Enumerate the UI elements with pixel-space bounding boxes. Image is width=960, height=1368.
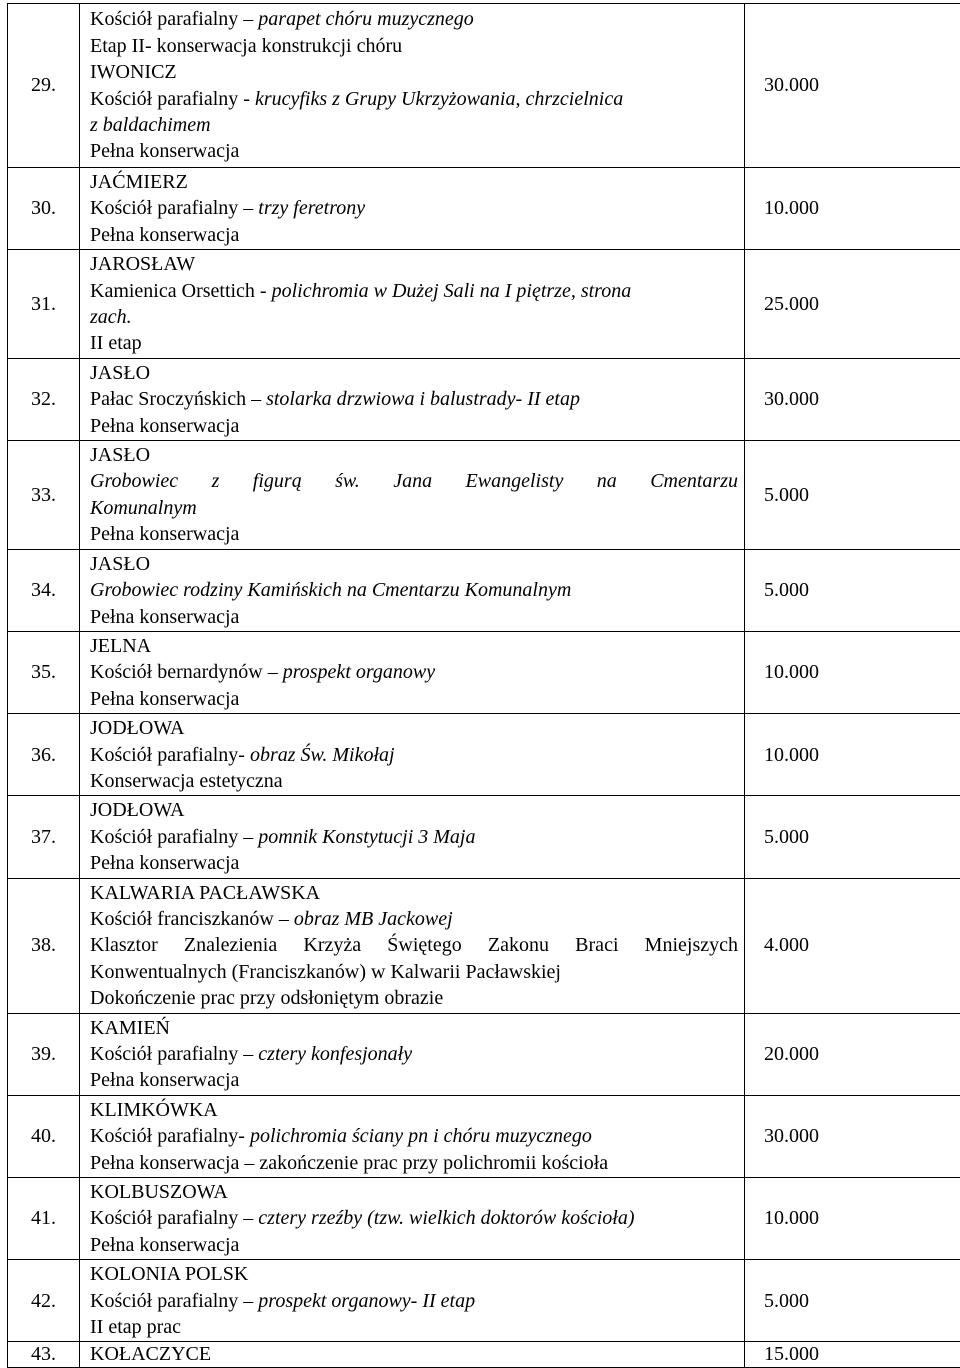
object-name: Pełna konserwacja [90,688,239,710]
object-name: Konwentualnych (Franciszkanów) w Kalwarii Pacławskiej [90,961,561,983]
description-line [90,742,738,768]
item-description [80,1342,745,1368]
description-line [90,797,738,823]
grants-table-body [8,4,960,1368]
object-name: Kościół franciszkanów [90,908,274,930]
item-number: 31. [8,250,80,359]
object-name: II etap prac [90,1316,181,1338]
work-scope: pomnik Konstytucji 3 Maja [258,826,475,848]
object-name: JELNA [90,635,151,657]
grant-amount: 5.000 [745,441,960,550]
item-number: 39. [8,1013,80,1095]
dash-separator: – [246,388,266,410]
object-name: Kościół parafialny [90,197,238,219]
grant-amount: 5.000 [745,796,960,878]
description-line [90,1343,738,1366]
work-scope: krucyfiks z Grupy Ukrzyżowania, chrzcielnica [255,88,623,110]
item-description [80,168,745,250]
description-line [90,330,738,356]
description-line [90,686,738,712]
description-line [90,304,738,330]
description-line [90,138,738,164]
description-line [90,551,738,577]
item-description [80,549,745,631]
object-name: Kościół bernardynów [90,661,263,683]
description-line [90,1097,738,1123]
description-line [90,715,738,741]
work-scope: obraz Św. Mikołaj [250,744,395,766]
work-scope: polichromia w Dużej Sali na I piętrze, strona [272,280,632,302]
description-line [90,985,738,1011]
description-line [90,577,738,603]
item-description [80,1095,745,1177]
table-row [8,4,960,168]
grant-amount: 5.000 [745,1260,960,1342]
description-line [90,6,738,32]
description-line [90,195,738,221]
grant-amount: 10.000 [745,1178,960,1260]
object-name: JODŁOWA [90,717,184,739]
grant-amount: 10.000 [745,714,960,796]
description-line [90,1041,738,1067]
item-number: 43. [8,1342,80,1368]
item-number: 41. [8,1178,80,1260]
object-name: KAMIEŃ [90,1017,170,1039]
object-name: Pełna konserwacja [90,1069,239,1091]
description-line [90,1015,738,1041]
dash-separator: – [238,8,258,30]
description-line [90,633,738,659]
table-row [8,1342,960,1368]
item-description [80,1178,745,1260]
description-line [90,880,738,906]
work-scope: cztery rzeźby (tzw. wielkich doktorów kościoła) [258,1207,634,1229]
work-scope: stolarka drzwiowa i balustrady- II etap [266,388,580,410]
object-name: Klasztor Znalezienia Krzyża Świętego Zakonu Braci Mniejszych [90,934,738,956]
table-row [8,796,960,878]
table-row [8,1013,960,1095]
dash-separator: – [238,1207,258,1229]
item-number: 35. [8,631,80,713]
table-row [8,1178,960,1260]
item-number: 36. [8,714,80,796]
grant-amount: 30.000 [745,358,960,440]
description-line [90,86,738,112]
object-name: Dokończenie prac przy odsłoniętym obrazie [90,987,443,1009]
object-name: II etap [90,332,142,354]
object-name: JASŁO [90,553,150,575]
object-name: KALWARIA PACŁAWSKA [90,882,320,904]
table-row [8,441,960,550]
description-line [90,169,738,195]
grant-amount: 30.000 [745,1095,960,1177]
object-name: KOLONIA POLSK [90,1263,248,1285]
dash-separator: – [238,826,258,848]
description-line [90,604,738,630]
item-number: 34. [8,549,80,631]
object-name: Etap II- konserwacja konstrukcji chóru [90,35,402,57]
item-description [80,878,745,1013]
work-scope: Grobowiec rodziny Kamińskich na Cmentarzu Komunalnym [90,579,571,601]
item-number: 37. [8,796,80,878]
description-line [90,468,738,494]
object-name: Pałac Sroczyńskich [90,388,246,410]
item-description [80,358,745,440]
item-description [80,1260,745,1342]
object-name: Kościół parafialny- [90,744,250,766]
description-line [90,360,738,386]
description-line [90,1261,738,1287]
description-line [90,906,738,932]
object-name: Pełna konserwacja – zakończenie prac przy polichromii kościoła [90,1152,608,1174]
description-line [90,1205,738,1231]
table-row [8,250,960,359]
item-number: 32. [8,358,80,440]
grant-amount: 20.000 [745,1013,960,1095]
description-line [90,222,738,248]
description-line [90,659,738,685]
object-name: Kościół parafialny [90,826,238,848]
table-row [8,878,960,1013]
work-scope: polichromia ściany pn i chóru muzycznego [250,1125,592,1147]
description-line [90,251,738,277]
description-line [90,278,738,304]
item-description [80,631,745,713]
item-number: 30. [8,168,80,250]
item-description [80,1013,745,1095]
object-name: Konserwacja estetyczna [90,770,283,792]
object-name: Kościół parafialny [90,1290,238,1312]
description-line [90,768,738,794]
description-line [90,932,738,958]
table-row [8,714,960,796]
table-row [8,358,960,440]
object-name: Pełna konserwacja [90,852,239,874]
work-scope: cztery konfesjonały [258,1043,412,1065]
object-name: KLIMKÓWKA [90,1099,218,1121]
object-name: JASŁO [90,444,150,466]
grant-amount: 5.000 [745,549,960,631]
description-line [90,850,738,876]
description-line [90,1288,738,1314]
dash-separator: – [274,908,294,930]
item-number: 33. [8,441,80,550]
item-description [80,4,745,168]
object-name: Kościół parafialny [90,1043,238,1065]
item-number: 42. [8,1260,80,1342]
work-scope: prospekt organowy- II etap [258,1290,475,1312]
description-line [90,33,738,59]
dash-separator: – [238,1043,258,1065]
work-scope: z baldachimem [90,114,211,136]
object-name: JODŁOWA [90,799,184,821]
grants-table [7,3,960,1368]
description-line [90,521,738,547]
grant-amount: 10.000 [745,631,960,713]
object-name: KOŁACZYCE [90,1343,211,1365]
grant-amount: 15.000 [745,1342,960,1368]
description-line [90,1123,738,1149]
description-line [90,59,738,85]
description-line [90,959,738,985]
table-row [8,549,960,631]
object-name: Pełna konserwacja [90,224,239,246]
item-description [80,250,745,359]
object-name: Kamienica Orsettich - [90,280,272,302]
object-name: IWONICZ [90,61,177,83]
description-line [90,1067,738,1093]
work-scope: Grobowiec z figurą św. Jana Ewangelisty na Cmentarzu [90,470,738,492]
object-name: Kościół parafialny- [90,1125,250,1147]
work-scope: obraz MB Jackowej [294,908,453,930]
item-description [80,441,745,550]
work-scope: trzy feretrony [258,197,365,219]
object-name: JAROSŁAW [90,253,195,275]
object-name: Pełna konserwacja [90,1234,239,1256]
description-line [90,495,738,521]
item-description [80,796,745,878]
description-line [90,824,738,850]
item-description [80,714,745,796]
grant-amount: 25.000 [745,250,960,359]
grant-amount: 4.000 [745,878,960,1013]
description-line [90,112,738,138]
work-scope: prospekt organowy [283,661,435,683]
dash-separator: – [238,1290,258,1312]
description-line [90,1232,738,1258]
grant-amount: 10.000 [745,168,960,250]
work-scope: zach. [90,306,132,328]
table-row [8,1095,960,1177]
table-row [8,631,960,713]
dash-separator: – [238,197,258,219]
object-name: Pełna konserwacja [90,140,239,162]
object-name: JAĆMIERZ [90,171,188,193]
object-name: KOLBUSZOWA [90,1181,228,1203]
dash-separator: – [263,661,283,683]
item-number: 29. [8,4,80,168]
object-name: Pełna konserwacja [90,523,239,545]
work-scope: Komunalnym [90,497,197,519]
object-name: Kościół parafialny [90,8,238,30]
table-row [8,168,960,250]
object-name: Kościół parafialny - [90,88,255,110]
work-scope: parapet chóru muzycznego [258,8,474,30]
description-line [90,413,738,439]
description-line [90,1179,738,1205]
object-name: Pełna konserwacja [90,606,239,628]
description-line [90,1150,738,1176]
description-line [90,386,738,412]
object-name: Kościół parafialny [90,1207,238,1229]
object-name: JASŁO [90,362,150,384]
object-name: Pełna konserwacja [90,415,239,437]
item-number: 40. [8,1095,80,1177]
grant-amount: 30.000 [745,4,960,168]
table-row [8,1260,960,1342]
item-number: 38. [8,878,80,1013]
description-line [90,442,738,468]
